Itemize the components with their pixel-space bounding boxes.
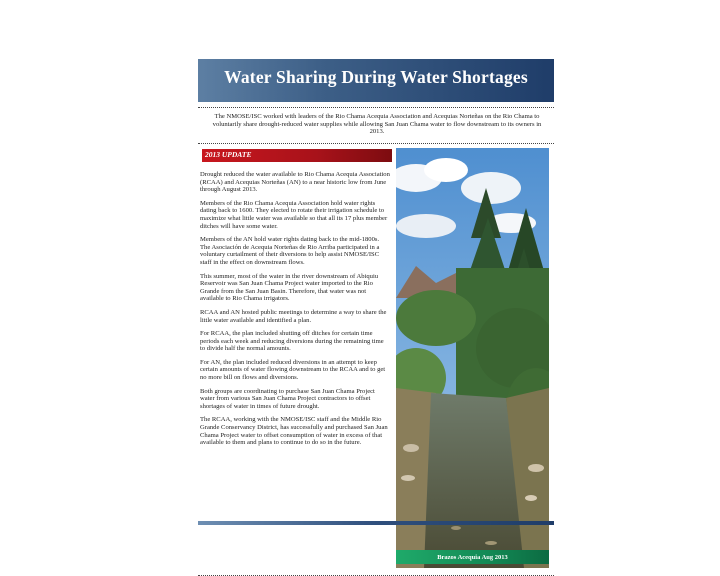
river-photo xyxy=(396,148,549,568)
intro-text: The NMOSE/ISC worked with leaders of the Rio Chama Acequia Association and Acequias Norteñas on the Rio Chama to voluntarily share drought-reduced water supplies while allowing San Juan Chama water to flow downstream to its owners in 2013. xyxy=(212,113,542,136)
paragraph: For AN, the plan included reduced diversions in an attempt to keep certain amounts of water flowing downstream to the RCAA and to get no more bill on flows and diversions. xyxy=(200,358,386,382)
title-banner xyxy=(198,59,554,102)
divider xyxy=(198,143,554,144)
photo-caption: Brazos Acequia Aug 2013 xyxy=(437,553,508,561)
paragraph: For RCAA, the plan included shutting off ditches for certain time periods each week and reducing diversions during the remaining time to divide half the normal amounts. xyxy=(200,330,384,353)
paragraph: Members of the Rio Chama Acequia Association hold water rights dating back to 1600. They elected to rotate their irrigation schedule to maximize what little water was available so that all its 17 plus member ditches will have some water. xyxy=(200,199,388,230)
paragraph: Members of the AN hold water rights dating back to the mid-1800s. The Asociación de Acequia Norteñas de Rio Arriba participated in a voluntary curtailment of their diversions to help assist NMOSE/ISC staff in the effect on downstream flows. xyxy=(200,236,380,266)
footer-bar xyxy=(198,521,554,525)
paragraph: The RCAA, working with the NMOSE/ISC staff and the Middle Rio Grande Conservancy District, has successfully and purchased San Juan Chama Project water to offset consumption of water in excess of that available to them and plans to continue to do so in the future. xyxy=(200,416,388,447)
divider xyxy=(198,107,554,108)
body-column xyxy=(200,171,390,453)
paragraph: This summer, most of the water in the river downstream of Abiquiu Reservoir was San Juan Chama Project water imported to the Rio Grande from the San Juan Basin. Therefore, that water was not available to Rio Chama irrigators. xyxy=(200,272,379,303)
paragraph: Both groups are coordinating to purchase San Juan Chama Project water from various San Juan Chama Project contractors to offset shortages of water in times of future drought. xyxy=(200,387,375,410)
section-banner xyxy=(202,149,392,162)
photo-caption-banner xyxy=(396,550,549,564)
document-title: Water Sharing During Water Shortages xyxy=(224,66,528,87)
paragraph: Drought reduced the water available to Rio Chama Acequia Association (RCAA) and Acequias Norteñas (AN) to a near historic low from June through August 2013. xyxy=(200,171,390,194)
paragraph: RCAA and AN hosted public meetings to determine a way to share the little water available and identified a plan. xyxy=(200,308,387,324)
document-page xyxy=(198,59,554,561)
section-label: 2013 UPDATE xyxy=(205,150,252,159)
